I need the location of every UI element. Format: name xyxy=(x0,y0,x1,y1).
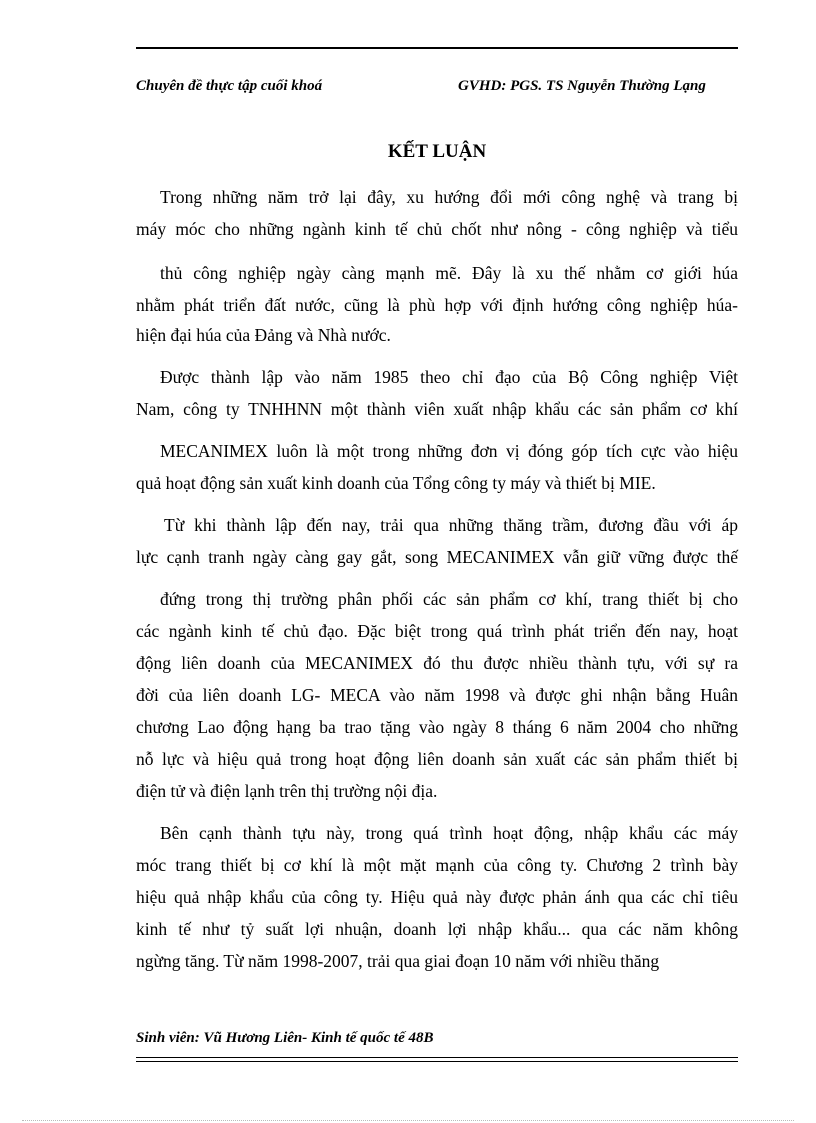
page-title: KẾT LUẬN xyxy=(387,141,487,162)
paragraph-line: các ngành kinh tế chủ đạo. Đặc biệt trong quá trình phát triển đến nay, hoạt xyxy=(136,621,738,641)
paragraph-line: hiệu quả nhập khẩu của công ty. Hiệu quả này được phản ánh qua các chỉ tiêu xyxy=(136,887,738,907)
paragraph-line: điện tử và điện lạnh trên thị trường nội địa. xyxy=(136,781,438,801)
header-report-title: Chuyên đề thực tập cuối khoá xyxy=(136,78,323,94)
paragraph-line: đứng trong thị trường phân phối các sản phẩm cơ khí, trang thiết bị cho xyxy=(160,589,738,609)
paragraph-line: MECANIMEX luôn là một trong những đơn vị đóng góp tích cực vào hiệu xyxy=(160,441,738,461)
paragraph-line: chương Lao động hạng ba trao tặng vào ngày 8 tháng 6 năm 2004 cho những xyxy=(136,717,738,737)
paragraph-line: quả hoạt động sản xuất kinh doanh của Tổng công ty máy và thiết bị MIE. xyxy=(136,473,656,493)
paragraph-line: Bên cạnh thành tựu này, trong quá trình hoạt động, nhập khẩu các máy xyxy=(160,823,738,843)
header-supervisor: GVHD: PGS. TS Nguyễn Thường Lạng xyxy=(458,78,706,94)
paragraph-line: Trong những năm trở lại đây, xu hướng đổi mới công nghệ và trang bị xyxy=(160,187,738,207)
paragraph-line: máy móc cho những ngành kinh tế chủ chốt như nông - công nghiệp và tiểu xyxy=(136,219,738,239)
paragraph-line: nỗ lực và hiệu quả trong hoạt động liên doanh sản xuất các sản phẩm thiết bị xyxy=(136,749,738,769)
paragraph-line: Từ khi thành lập đến nay, trải qua những thăng trầm, đương đầu với áp xyxy=(164,515,738,535)
paragraph-line: thủ công nghiệp ngày càng mạnh mẽ. Đây là xu thế nhằm cơ giới húa xyxy=(160,263,738,283)
header-rule xyxy=(136,47,738,49)
page-edge xyxy=(22,1120,794,1121)
paragraph-line: Nam, công ty TNHHNN một thành viên xuất nhập khẩu các sản phẩm cơ khí xyxy=(136,399,738,419)
paragraph-line: ngừng tăng. Từ năm 1998-2007, trải qua giai đoạn 10 năm với nhiều thăng xyxy=(136,951,660,971)
paragraph-line: đời của liên doanh LG- MECA vào năm 1998 và được ghi nhận bằng Huân xyxy=(136,685,738,705)
paragraph-line: kinh tế như tỷ suất lợi nhuận, doanh lợi nhập khẩu... qua các năm không xyxy=(136,919,738,939)
paragraph-line: lực cạnh tranh ngày càng gay gắt, song MECANIMEX vẫn giữ vững được thế xyxy=(136,547,738,567)
paragraph-line: Được thành lập vào năm 1985 theo chỉ đạo của Bộ Công nghiệp Việt xyxy=(160,367,738,387)
footer-rule xyxy=(136,1057,738,1062)
paragraph-line: nhằm phát triển đất nước, cũng là phù hợp với định hướng công nghiệp húa- xyxy=(136,295,738,315)
paragraph-line: móc trang thiết bị cơ khí là một mặt mạnh của công ty. Chương 2 trình bày xyxy=(136,855,738,875)
paragraph-line: hiện đại húa của Đảng và Nhà nước. xyxy=(136,325,391,345)
footer-student: Sinh viên: Vũ Hương Liên- Kinh tế quốc tế 48B xyxy=(136,1030,434,1046)
paragraph-line: động liên doanh của MECANIMEX đó thu được nhiều thành tựu, với sự ra xyxy=(136,653,738,673)
